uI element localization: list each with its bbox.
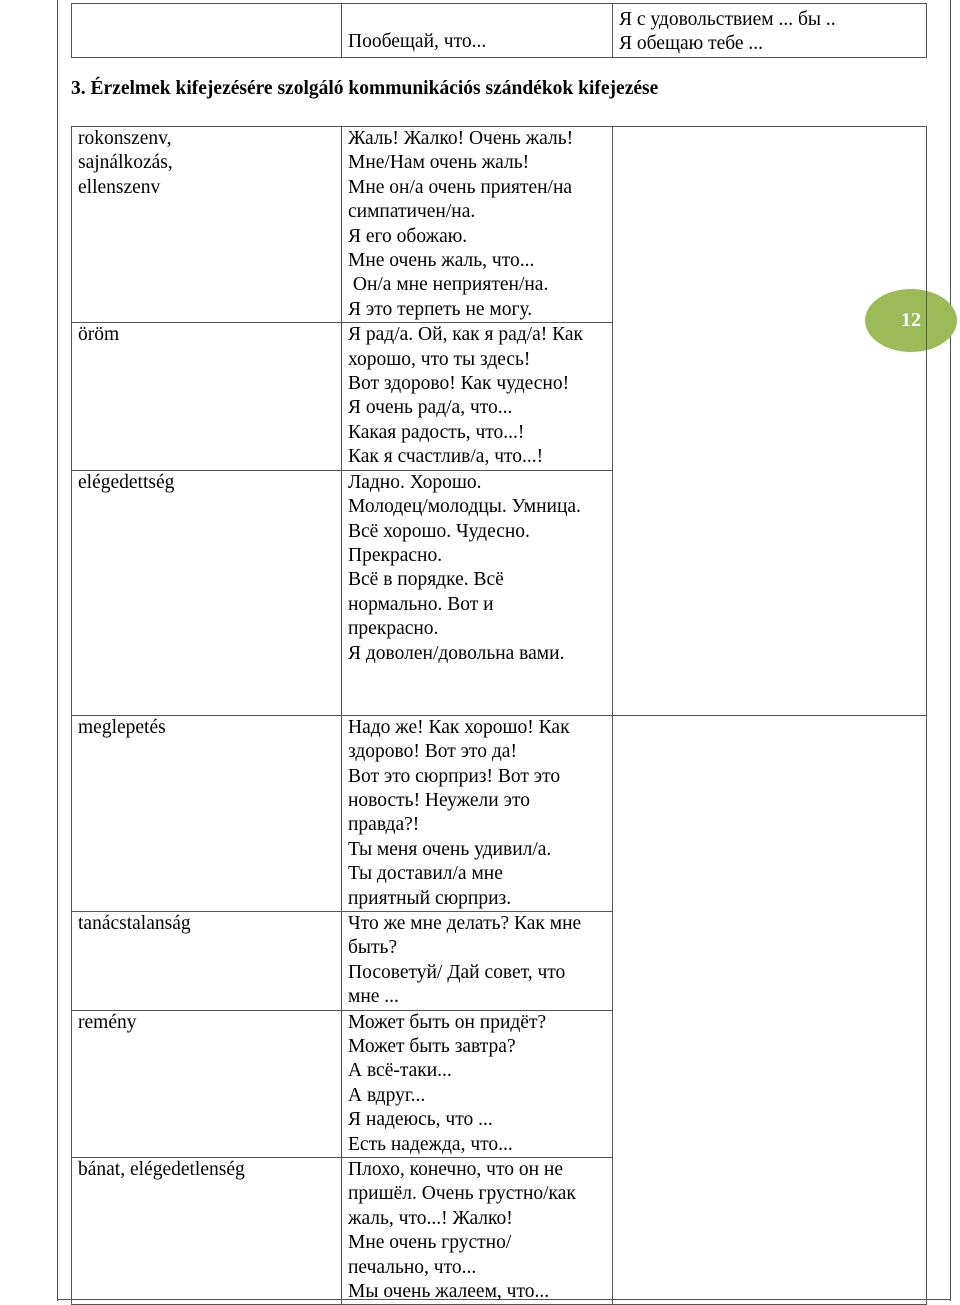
phrase-line: Надо же! Как хорошо! Как <box>348 716 570 738</box>
phrase-line: Мне он/а очень приятен/на <box>348 176 573 198</box>
phrase-line: Жаль! Жалко! Очень жаль! <box>348 128 574 149</box>
phrase-line: Ты доставил/а мне <box>348 863 503 885</box>
phrase-line: Что же мне делать? Как мне <box>348 912 582 934</box>
phrase-line: Я очень рад/а, что... <box>348 397 513 419</box>
phrase-line: приятный сюрприз. <box>348 887 512 909</box>
phrase-line: Я надеюсь, что ... <box>348 1109 493 1131</box>
category-label: bánat, elégedetlenség <box>78 1159 245 1181</box>
phrase-line: Всё хорошо. Чудесно. <box>348 520 530 542</box>
page-number-badge: 12 <box>865 289 957 352</box>
phrase-line: быть? <box>348 937 398 959</box>
category-label: öröm <box>78 324 120 346</box>
category-label: elégedettség <box>78 471 175 493</box>
phrase-line: Ладно. Хорошо. <box>348 471 482 493</box>
top-left-cell <box>72 4 342 58</box>
phrase-line: Как я счастлив/а, что...! <box>348 446 544 468</box>
phrase-line: Я обещаю тебе ... <box>619 33 764 55</box>
phrase-line: нормально. Вот и <box>348 593 494 615</box>
phrase-line: Я с удовольствием ... бы .. <box>619 9 836 30</box>
phrase-line: Вот это сюрприз! Вот это <box>348 765 561 787</box>
phrase-line: Посоветуй/ Дай совет, что <box>348 961 566 983</box>
phrase-line: пришёл. Очень грустно/как <box>348 1183 576 1205</box>
phrase-line: Вот здорово! Как чудесно! <box>348 373 570 395</box>
phrase-line: печально, что... <box>348 1256 477 1278</box>
table-row <box>72 4 927 58</box>
top-table-fragment <box>71 3 927 58</box>
category-cell <box>72 1010 342 1157</box>
phrase-line: жаль, что...! Жалко! <box>348 1207 513 1229</box>
phrases-cell <box>342 715 613 911</box>
phrase-line: Всё в порядке. Всё <box>348 569 504 591</box>
category-label: ellenszenv <box>78 176 161 198</box>
category-label: tanácstalanság <box>78 912 191 934</box>
phrase-line: Мне очень жаль, что... <box>348 250 535 272</box>
phrases-cell <box>342 911 613 1010</box>
phrase-line: А всё-таки... <box>348 1060 452 1082</box>
phrases-cell <box>342 1010 613 1157</box>
category-cell <box>72 470 342 715</box>
phrase-line: А вдруг... <box>348 1084 426 1106</box>
phrase-line: здорово! Вот это да! <box>348 741 517 763</box>
phrase-line: мне ... <box>348 986 399 1008</box>
phrase-line: Прекрасно. <box>348 544 443 566</box>
category-cell <box>72 715 342 911</box>
section-heading: 3. Érzelmek kifejezésére szolgáló kommunikációs szándékok kifejezése <box>71 78 659 99</box>
phrase-line: Молодец/молодцы. Умница. <box>348 496 581 518</box>
phrase-line: Он/а мне неприятен/на. <box>348 274 549 296</box>
phrase-line: прекрасно. <box>348 618 439 640</box>
empty-cell <box>613 127 927 716</box>
phrase-line: Я доволен/довольна вами. <box>348 642 565 664</box>
phrases-cell <box>342 470 613 715</box>
category-cell <box>72 911 342 1010</box>
category-cell <box>72 127 342 323</box>
phrase-line: Ты меня очень удивил/а. <box>348 838 552 860</box>
phrases-cell <box>342 127 613 323</box>
category-label: remény <box>78 1011 137 1033</box>
phrases-cell <box>342 1158 613 1305</box>
phrases-cell <box>342 323 613 470</box>
category-label: rokonszenv, <box>78 128 172 149</box>
category-label: sajnálkozás, <box>78 152 173 174</box>
phrase-line: Может быть завтра? <box>348 1036 516 1057</box>
expressions-table <box>71 126 927 1305</box>
phrase-line: Я это терпеть не могу. <box>348 298 533 320</box>
top-right-cell <box>613 4 927 58</box>
phrase-line: Мы очень жалеем, что... <box>348 1281 550 1303</box>
phrase-line: хорошо, что ты здесь! <box>348 348 531 370</box>
phrase-line: Я его обожаю. <box>348 225 468 247</box>
category-cell <box>72 1158 342 1305</box>
blank-line <box>348 690 606 714</box>
category-cell <box>72 323 342 470</box>
phrase-line: правда?! <box>348 814 420 836</box>
table-row <box>72 127 927 323</box>
phrase-line: новость! Неужели это <box>348 789 530 811</box>
page-frame-right <box>950 0 951 1301</box>
empty-cell <box>613 715 927 1305</box>
blank-line <box>348 666 606 690</box>
top-middle-cell <box>342 4 613 58</box>
phrase-line: Мне/Нам очень жаль! <box>348 152 530 174</box>
phrase-line: Может быть он придёт? <box>348 1011 547 1033</box>
phrase-line: Пообещай, что... <box>348 31 487 52</box>
page-frame-left <box>57 0 58 1301</box>
category-label: meglepetés <box>78 716 166 738</box>
phrase-line: Мне очень грустно/ <box>348 1232 512 1254</box>
phrase-line: Я рад/а. Ой, как я рад/а! Как <box>348 324 583 346</box>
phrase-line: симпатичен/на. <box>348 201 476 223</box>
phrase-line: Есть надежда, что... <box>348 1133 513 1155</box>
table-row <box>72 715 927 911</box>
phrase-line: Какая радость, что...! <box>348 421 525 443</box>
phrase-line: Плохо, конечно, что он не <box>348 1159 564 1181</box>
